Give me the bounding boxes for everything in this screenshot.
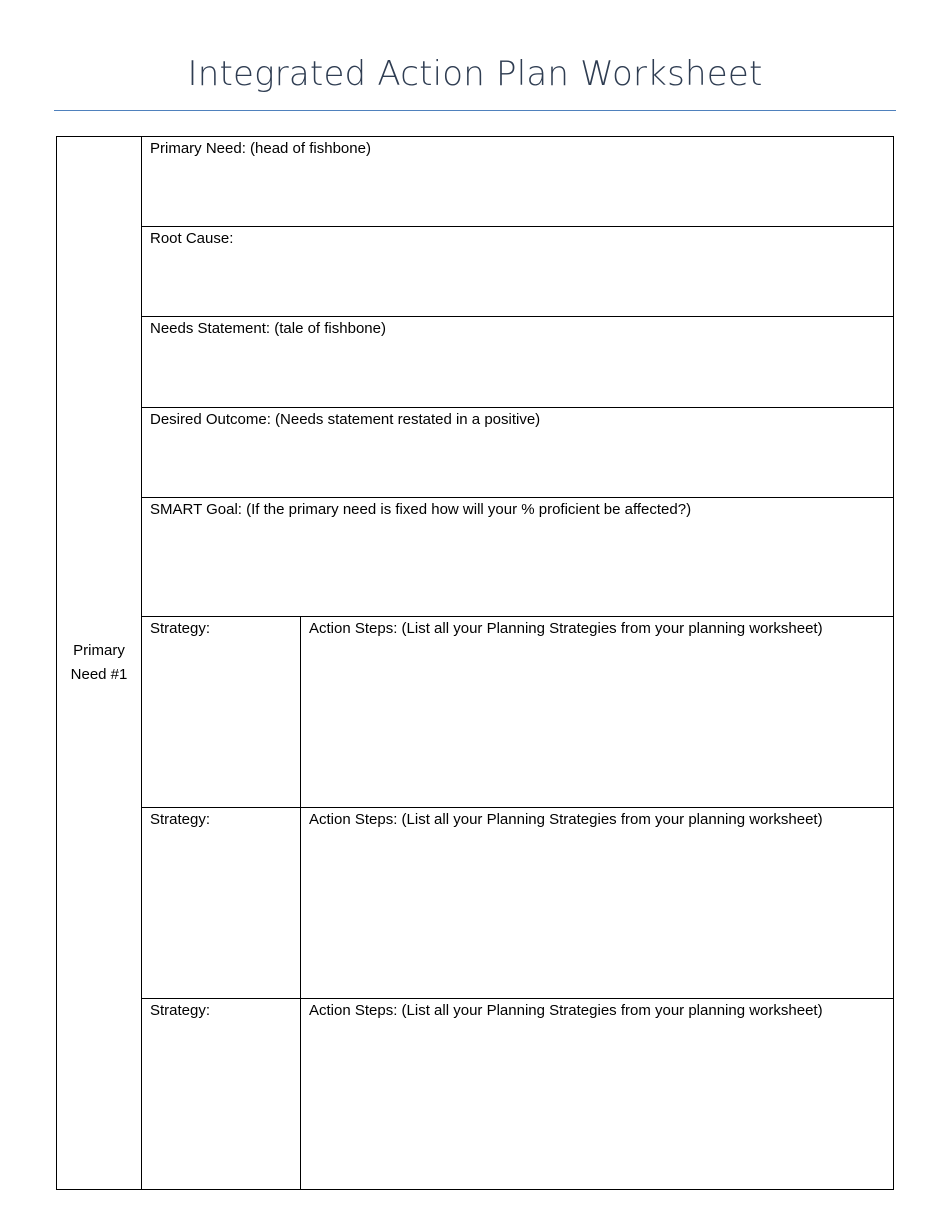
- primary-need-number-label: Primary Need #1: [70, 642, 128, 683]
- smart-goal-label: SMART Goal: (If the primary need is fixed how will your % proficient be affected?): [150, 501, 692, 518]
- title-underline: [54, 110, 896, 111]
- primary-need-label: Primary Need: (head of fishbone): [150, 140, 371, 157]
- needs-statement-field[interactable]: [142, 317, 894, 408]
- smart-goal-field[interactable]: [142, 498, 894, 617]
- root-cause-field[interactable]: [142, 227, 894, 317]
- strategy-2-label: Strategy:: [150, 811, 211, 828]
- root-cause-label: Root Cause:: [150, 230, 234, 247]
- action-steps-2-field[interactable]: [301, 808, 894, 999]
- action-steps-1-label: Action Steps: (List all your Planning Strategies from your planning worksheet): [309, 620, 823, 637]
- strategy-2-field[interactable]: [142, 808, 301, 999]
- primary-need-field[interactable]: [142, 137, 894, 227]
- desired-outcome-label: Desired Outcome: (Needs statement restated in a positive): [150, 411, 541, 428]
- primary-need-column: [57, 137, 142, 1189]
- action-steps-2-label: Action Steps: (List all your Planning Strategies from your planning worksheet): [309, 811, 823, 828]
- action-steps-3-label: Action Steps: (List all your Planning Strategies from your planning worksheet): [309, 1002, 823, 1019]
- strategy-1-field[interactable]: [142, 617, 301, 808]
- strategy-3-label: Strategy:: [150, 1002, 211, 1019]
- page-title: Integrated Action Plan Worksheet: [187, 54, 763, 94]
- strategy-1-label: Strategy:: [150, 620, 211, 637]
- strategy-3-field[interactable]: [142, 999, 301, 1189]
- needs-statement-label: Needs Statement: (tale of fishbone): [150, 320, 386, 337]
- action-steps-1-field[interactable]: [301, 617, 894, 808]
- action-steps-3-field[interactable]: [301, 999, 894, 1189]
- action-plan-table: [56, 136, 894, 1190]
- desired-outcome-field[interactable]: [142, 408, 894, 498]
